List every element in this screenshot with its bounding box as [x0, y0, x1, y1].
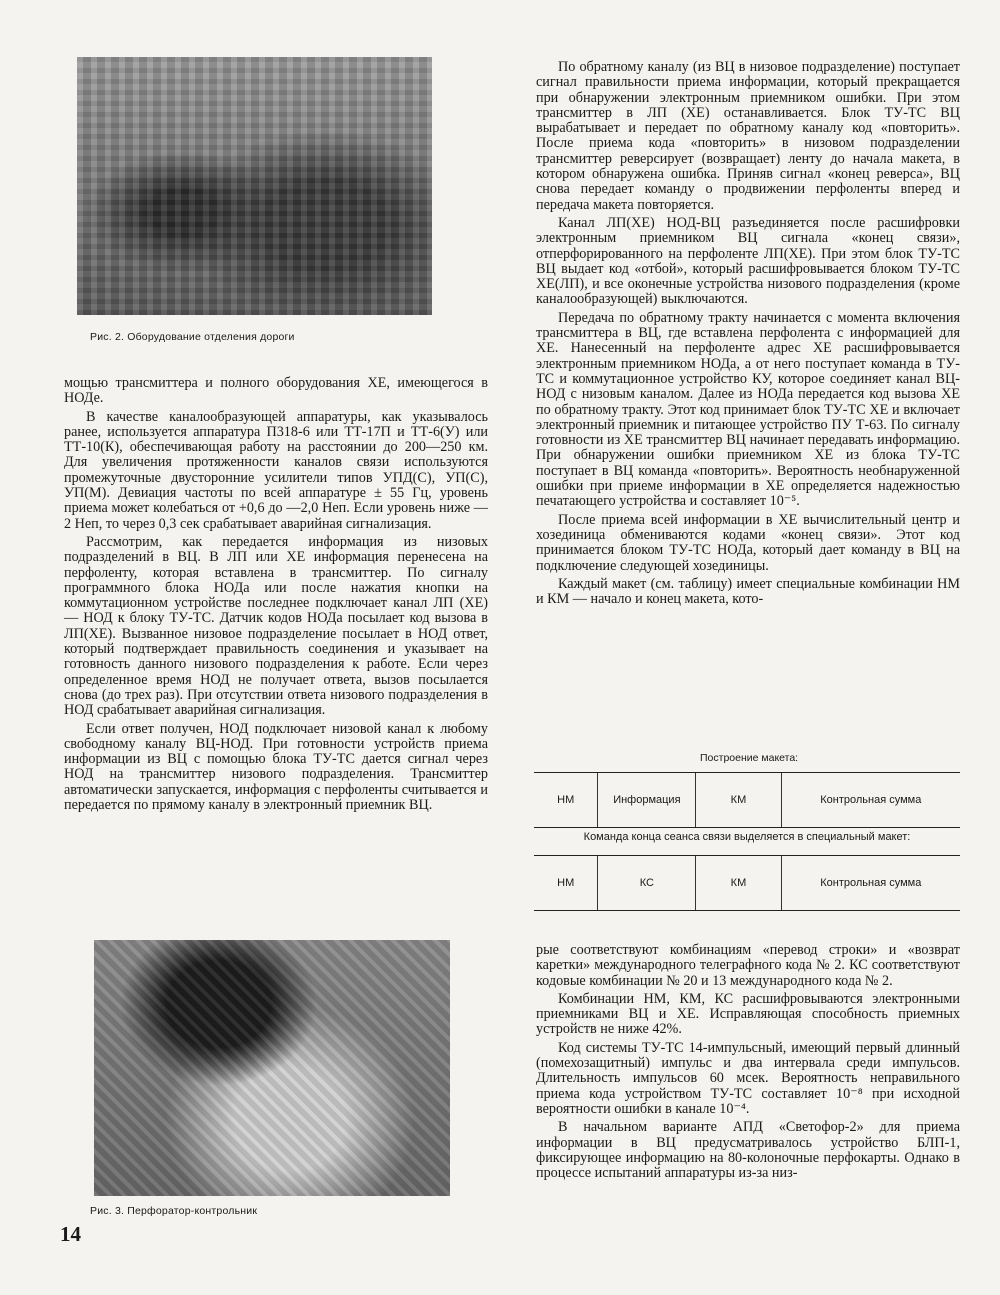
figure-2-photo	[77, 57, 432, 315]
right-column-top	[536, 60, 960, 610]
figure-2-caption: Рис. 2. Оборудование отделения дороги	[90, 331, 295, 343]
paragraph: Если ответ получен, НОД подключает низовой канал к любому свободному каналу ВЦ-НОД. При готовности устройств приема информации из ВЦ с помощью блока ТУ-ТС дается сигнал через НОД на трансмиттер низового подразделения. Трансмиттер автоматически запускается, информация с перфоленты считывается и передается по прямому каналу в электронный приемник ВЦ.	[64, 720, 488, 814]
table-note: Команда конца сеанса связи выделяется в специальный макет:	[583, 831, 911, 843]
table-cell: Информация	[598, 773, 696, 828]
figure-3-photo	[94, 940, 450, 1196]
end-session-table	[534, 855, 960, 911]
left-column	[64, 376, 488, 816]
figure-3-caption: Рис. 3. Перфоратор-контрольник	[90, 1205, 258, 1217]
paragraph: В качестве каналообразующей аппаратуры, как указывалось ранее, используется аппаратура П318-6 или ТТ-17П и ТТ-6(У) или ТТ-10(К), обеспечивающая работу на расстоянии до 200—250 км. Для увеличения протяженности каналов связи используются промежуточные двусторонние усилители типов УПД(С), УП(С), УП(М). Девиация частоты по всей аппаратуре ± 55 Гц, уровень приема может колебаться от +0,6 до —2,0 Неп. Если уровень ниже —2 Неп, то через 0,3 сек срабатывает аварийная сигнализация.	[64, 408, 488, 532]
paragraph: По обратному каналу (из ВЦ в низовое подразделение) поступает сигнал правильности приема информации, который прекращается при обнаружении электронным приемником ошибки. При этом трансмиттер в ЛП (ХЕ) останавливается. Блок ТУ-ТС ВЦ вырабатывает и передает по обратному каналу код «повторить». После приема кода «повторить» в низовом подразделении трансмиттер реверсирует (возвращает) ленту до начала макета, в котором обнаружена ошибка. Приняв сигнал «конец реверса», ВЦ снова передает команду о продвижении перфоленты вперед и передача макета повторяется.	[536, 59, 960, 213]
table-cell: НМ	[534, 856, 598, 911]
page-number: 14	[60, 1222, 81, 1246]
paragraph: Канал ЛП(ХЕ) НОД-ВЦ разъединяется после расшифровки электронным приемником ВЦ сигнала «конец связи», отперфорированного на перфоленте ЛП(ХЕ). При этом блок ТУ-ТС ВЦ выдает код «отбой», который расшифровывается блоком ТУ-ТС ХЕ(ЛП), и все оконечные устройства низового подразделения (кроме каналообразующей) выключаются.	[536, 214, 960, 308]
table-row	[534, 773, 960, 828]
paragraph: Рассмотрим, как передается информация из низовых подразделений в ВЦ. В ЛП или ХЕ информация перенесена на перфоленту, которая вставлена в трансмиттер. По сигналу программного блока НОДа или после нажатия кнопки на коммутационном устройстве последнее подключает канал ЛП (ХЕ) — НОД к блоку ТУ-ТС. Датчик кодов НОДа посылает код вызова в ЛП(ХЕ). Вызванное низовое подразделение посылает в НОД ответ, который подтверждает правильность соединения и указывает на готовность данного низового подразделения к работе. Если через определенное время НОД не получает ответа, вызов посылается снова (до трех раз). При отсутствии ответа низового подразделения в НОД срабатывает аварийная сигнализация.	[64, 533, 488, 719]
paragraph: мощью трансмиттера и полного оборудования ХЕ, имеющегося в НОДе.	[64, 375, 488, 407]
paragraph: Комбинации НМ, КМ, КС расшифровываются электронными приемниками ВЦ и ХЕ. Исправляющая способность приемных устройств не ниже 42%.	[536, 990, 960, 1038]
layout-table	[534, 772, 960, 828]
paragraph: После приема всей информации в ХЕ вычислительный центр и хозединица обмениваются кодами «конец связи». Этот код принимается блоком ТУ-ТС НОДа, который дает команду в ВЦ на подключение следующей хозединицы.	[536, 511, 960, 574]
table-cell: КС	[598, 856, 696, 911]
table-cell: КМ	[696, 856, 781, 911]
table-cell: Контрольная сумма	[781, 856, 960, 911]
paragraph: рые соответствуют комбинациям «перевод строки» и «возврат каретки» международного телеграфного кода № 2. КС соответствуют кодовые комбинации № 20 и 13 международного кода № 2.	[536, 942, 960, 989]
table-cell: НМ	[534, 773, 598, 828]
table-cell: Контрольная сумма	[781, 773, 960, 828]
table-cell: КМ	[696, 773, 781, 828]
paragraph: В начальном варианте АПД «Светофор-2» для приема информации в ВЦ предусматривалось устройство БЛП-1, фиксирующее информацию на 80-колоночные перфокарты. Однако в процессе испытаний аппаратуры из-за низ-	[536, 1119, 960, 1182]
right-column-bottom	[536, 943, 960, 1184]
paragraph: Код системы ТУ-ТС 14-импульсный, имеющий первый длинный (помехозащитный) импульс и два интервала среди импульсов. Длительность импульсов 60 мсек. Вероятность неправильного приема кода устройством ТУ-ТС составляет 10⁻⁸ при исходной вероятности ошибки в канале 10⁻⁴.	[536, 1039, 960, 1117]
paragraph: Каждый макет (см. таблицу) имеет специальные комбинации НМ и КМ — начало и конец макета, кото-	[536, 575, 960, 608]
table-row	[534, 856, 960, 911]
paragraph: Передача по обратному тракту начинается с момента включения трансмиттера в ВЦ, где вставлена перфолента с информацией для ХЕ. Нанесенный на перфоленте адрес ХЕ расшифровывается электронным приемником НОДа, а от него поступает команда в ТУ-ТС и коммутационное устройство КУ, которое соединяет канал ВЦ-НОД с низовым каналом. Далее из НОДа передается код вызова ХЕ по обратному тракту. Этот код принимает блок ТУ-ТС ХЕ и включает электронный приемник и питающее устройство ПУ Т-63. По сигналу готовности из ХЕ трансмиттер ВЦ начинает передавать информацию. При обнаружении ошибки приемником ХЕ из блока ТУ-ТС поступает в ВЦ команда «повторить». Вероятность необнаруженной ошибки при приеме информации в ХЕ определяется надежностью печатающего устройства и составляет 10⁻⁵.	[536, 309, 960, 510]
table-title: Построение макета:	[700, 752, 799, 764]
